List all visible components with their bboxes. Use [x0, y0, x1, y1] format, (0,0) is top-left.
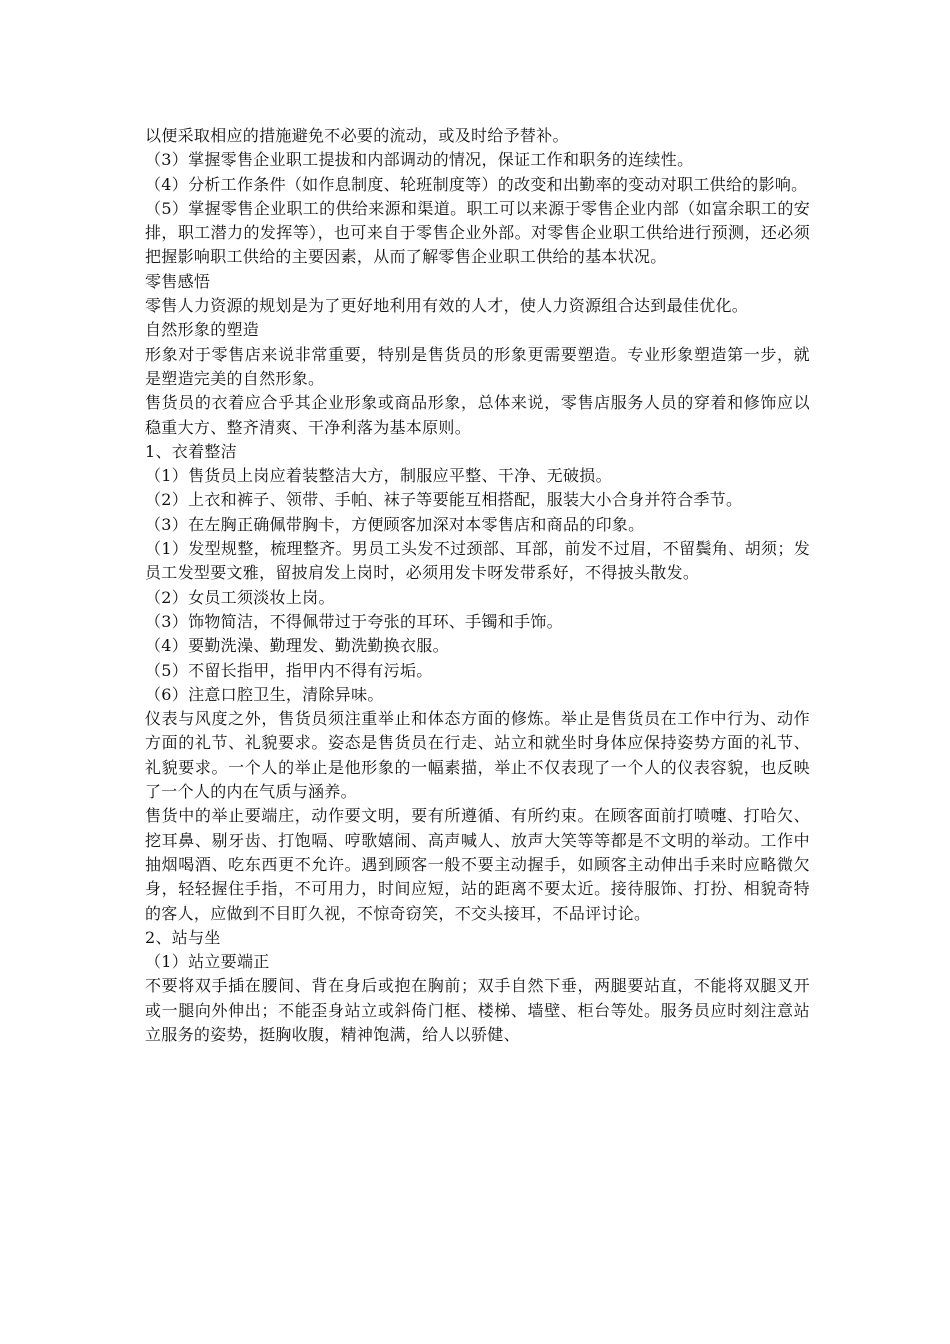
paragraph: （4）分析工作条件（如作息制度、轮班制度等）的改变和出勤率的变动对职工供给的影响。 — [145, 174, 808, 194]
list-item: （2）上衣和裤子、领带、手帕、袜子等要能互相搭配，服装大小合身并符合季节。 — [145, 490, 743, 510]
document-body — [145, 124, 810, 1047]
section-heading: 2、站与坐 — [145, 927, 221, 947]
list-item: （1）售货员上岗应着装整洁大方，制服应平整、干净、无破损。 — [145, 466, 612, 486]
section-heading: 自然形象的塑造 — [145, 320, 260, 340]
section-heading: 零售感悟 — [145, 271, 211, 291]
paragraph: （5）掌握零售企业职工的供给来源和渠道。职工可以来源于零售企业内部（如富余职工的安排，职工潜力的发挥等），也可来自于零售企业外部。对零售企业职工供给进行预测，还必须把握影响职工供给的主要因素，从而了解零售企业职工供给的基本状况。 — [145, 198, 810, 267]
list-item: （1）站立要端正 — [145, 952, 270, 972]
paragraph: 形象对于零售店来说非常重要，特别是售货员的形象更需要塑造。专业形象塑造第一步，就是塑造完美的自然形象。 — [145, 344, 810, 388]
paragraph: 售货中的举止要端庄，动作要文明，要有所遵循、有所约束。在顾客面前打喷嚏、打哈欠、挖耳鼻、剔牙齿、打饱嗝、哼歌嬉闹、高声喊人、放声大笑等等都是不文明的举动。工作中抽烟喝酒、吃东西更不允许。遇到顾客一般不要主动握手，如顾客主动伸出手来时应略微欠身，轻轻握住手指，不可用力，时间应短，站的距离不要太近。接待服饰、打扮、相貌奇特的客人，应做到不目盯久视，不惊奇窃笑，不交头接耳，不品评讨论。 — [145, 806, 810, 923]
section-heading: 1、衣着整洁 — [145, 441, 237, 461]
list-item: （6）注意口腔卫生，清除异味。 — [145, 684, 384, 704]
paragraph: 以便采取相应的措施避免不必要的流动，或及时给予替补。 — [145, 126, 569, 145]
list-item: （4）要勤洗澡、勤理发、勤洗勤换衣服。 — [145, 636, 449, 656]
list-item: （3）在左胸正确佩带胸卡，方便顾客加深对本零售店和商品的印象。 — [145, 514, 645, 534]
paragraph: 不要将双手插在腰间、背在身后或抱在胸前；双手自然下垂，两腿要站直，不能将双腿叉开或一腿向外伸出；不能歪身站立或斜倚门框、楼梯、墙壁、柜台等处。服务员应时刻注意站立服务的姿势，挺胸收腹，精神饱满，给人以骄健、 — [145, 976, 810, 1044]
paragraph: 售货员的衣着应合乎其企业形象或商品形象，总体来说，零售店服务人员的穿着和修饰应以稳重大方、整齐清爽、干净利落为基本原则。 — [145, 393, 810, 437]
list-item: （1）发型规整，梳理整齐。男员工头发不过颈部、耳部，前发不过眉，不留鬓角、胡须；发员工发型要文雅，留披肩发上岗时，必须用发卡呀发带系好，不得披头散发。 — [145, 539, 810, 583]
list-item: （2）女员工须淡妆上岗。 — [145, 587, 335, 607]
paragraph: （3）掌握零售企业职工提拔和内部调动的情况，保证工作和职务的连续性。 — [145, 150, 694, 170]
paragraph: 仪表与风度之外，售货员须注重举止和体态方面的修炼。举止是售货员在工作中行为、动作方面的礼节、礼貌要求。姿态是售货员在行走、站立和就坐时身体应保持姿势方面的礼节、礼貌要求。一个人的举止是他形象的一幅素描，举止不仅表现了一个人的仪表容貌，也反映了一个人的内在气质与涵养。 — [145, 709, 810, 802]
list-item: （5）不留长指甲，指甲内不得有污垢。 — [145, 660, 433, 680]
list-item: （3）饰物简洁，不得佩带过于夸张的耳环、手镯和手饰。 — [145, 611, 563, 631]
paragraph: 零售人力资源的规划是为了更好地利用有效的人才，使人力资源组合达到最佳优化。 — [145, 296, 749, 316]
